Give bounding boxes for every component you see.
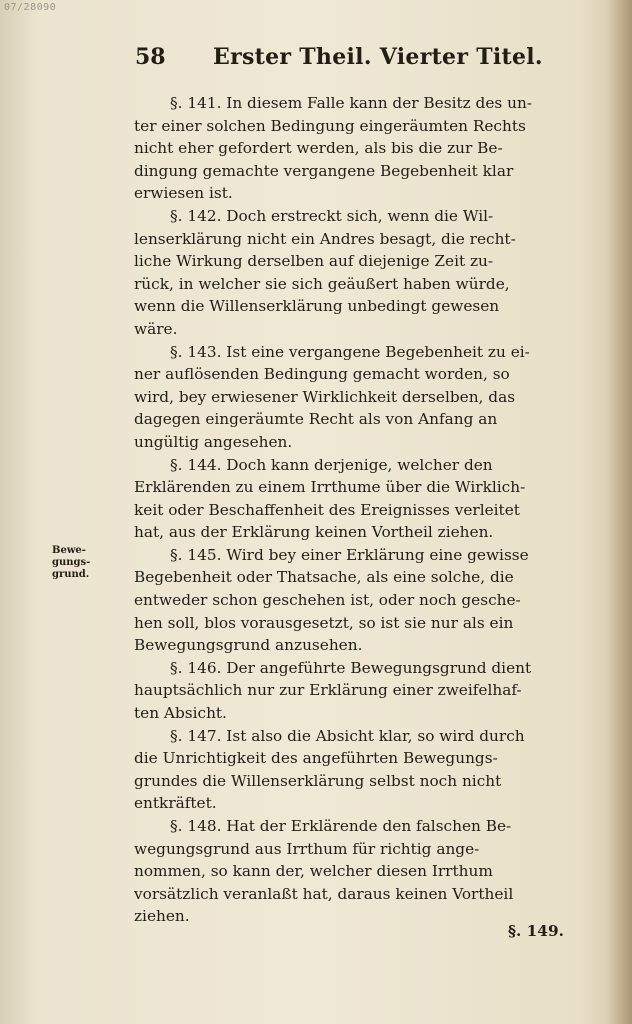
text-line: dagegen eingeräumte Recht als von Anfang an: [134, 410, 498, 429]
text-line: liche Wirkung derselben auf diejenige Zeit zu-: [134, 252, 494, 271]
paragraph: [134, 725, 578, 815]
text-line: ziehen.: [134, 907, 190, 926]
text-line: Begebenheit oder Thatsache, als eine solche, die: [134, 568, 514, 587]
text-line: rück, in welcher sie sich geäußert haben würde,: [134, 274, 510, 293]
paragraph: [134, 657, 578, 725]
paragraph: [134, 205, 578, 341]
text-line: erwiesen ist.: [134, 184, 233, 203]
text-line: die Unrichtigkeit des angeführten Bewegungs-: [134, 749, 498, 768]
text-line: wird, bey erwiesener Wirklichkeit derselben, das: [134, 387, 516, 406]
text-line: hauptsächlich nur zur Erklärung einer zweifelhaf-: [134, 681, 522, 700]
text-line: entweder schon geschehen ist, oder noch gesche-: [134, 591, 521, 610]
margin-note: [52, 545, 112, 581]
text-line: §. 141. In diesem Falle kann der Besitz des un-: [170, 94, 532, 112]
text-line: §. 142. Doch erstreckt sich, wenn die Wil-: [170, 206, 494, 225]
paragraph: [134, 544, 578, 657]
text-line: §. 145. Wird bey einer Erklärung eine gewisse: [170, 545, 529, 564]
text-line: §. 148. Hat der Erklärende den falschen Be-: [170, 817, 512, 835]
text-line: keit oder Beschaffenheit des Ereignisses verleitet: [134, 500, 520, 519]
paragraph: [134, 92, 578, 205]
text-line: hat, aus der Erklärung keinen Vortheil ziehen.: [134, 523, 494, 542]
text-line: Erklärenden zu einem Irrthume über die Wirklich-: [134, 478, 526, 497]
paragraph: [134, 341, 578, 454]
page-edge: [606, 0, 632, 1024]
text-line: lenserklärung nicht ein Andres besagt, die recht-: [134, 229, 516, 248]
catchword: §. 149.: [508, 922, 564, 940]
text-line: ten Absicht.: [134, 704, 227, 723]
margin-note-line: Bewe-: [52, 545, 86, 556]
text-line: dingung gemachte vergangene Begebenheit klar: [134, 161, 514, 180]
paragraph: [134, 454, 578, 544]
text-line: §. 144. Doch kann derjenige, welcher den: [170, 455, 493, 474]
body-text: [134, 92, 578, 928]
text-line: nommen, so kann der, welcher diesen Irrthum: [134, 862, 493, 881]
text-line: ungültig angesehen.: [134, 432, 293, 451]
text-line: §. 143. Ist eine vergangene Begebenheit zu ei-: [170, 342, 530, 361]
text-line: wenn die Willenserklärung unbedingt gewesen: [134, 297, 500, 316]
text-line: Bewegungsgrund anzusehen.: [134, 636, 363, 655]
text-line: §. 147. Ist also die Absicht klar, so wird durch: [170, 726, 525, 745]
text-line: nicht eher gefordert werden, als bis die zur Be-: [134, 139, 503, 158]
running-title: Erster Theil. Vierter Titel.: [213, 44, 543, 70]
page-header: [135, 44, 575, 80]
text-line: grundes die Willenserklärung selbst noch nicht: [134, 771, 502, 790]
text-line: §. 146. Der angeführte Bewegungsgrund dient: [170, 658, 532, 677]
text-line: wegungsgrund aus Irrthum für richtig ange-: [134, 839, 480, 858]
text-line: entkräftet.: [134, 794, 217, 813]
text-line: hen soll, blos vorausgesetzt, so ist sie nur als ein: [134, 613, 514, 632]
paragraph: [134, 815, 578, 928]
margin-note-line: grund.: [52, 569, 90, 580]
text-line: ter einer solchen Bedingung eingeräumten Rechts: [134, 116, 526, 135]
text-line: vorsätzlich veranlaßt hat, daraus keinen Vortheil: [134, 884, 514, 903]
library-stamp: 07/28090: [4, 2, 57, 13]
text-line: wäre.: [134, 319, 178, 338]
text-line: ner auflösenden Bedingung gemacht worden, so: [134, 365, 510, 384]
margin-note-line: gungs-: [52, 557, 91, 568]
page-number: 58: [135, 44, 166, 70]
